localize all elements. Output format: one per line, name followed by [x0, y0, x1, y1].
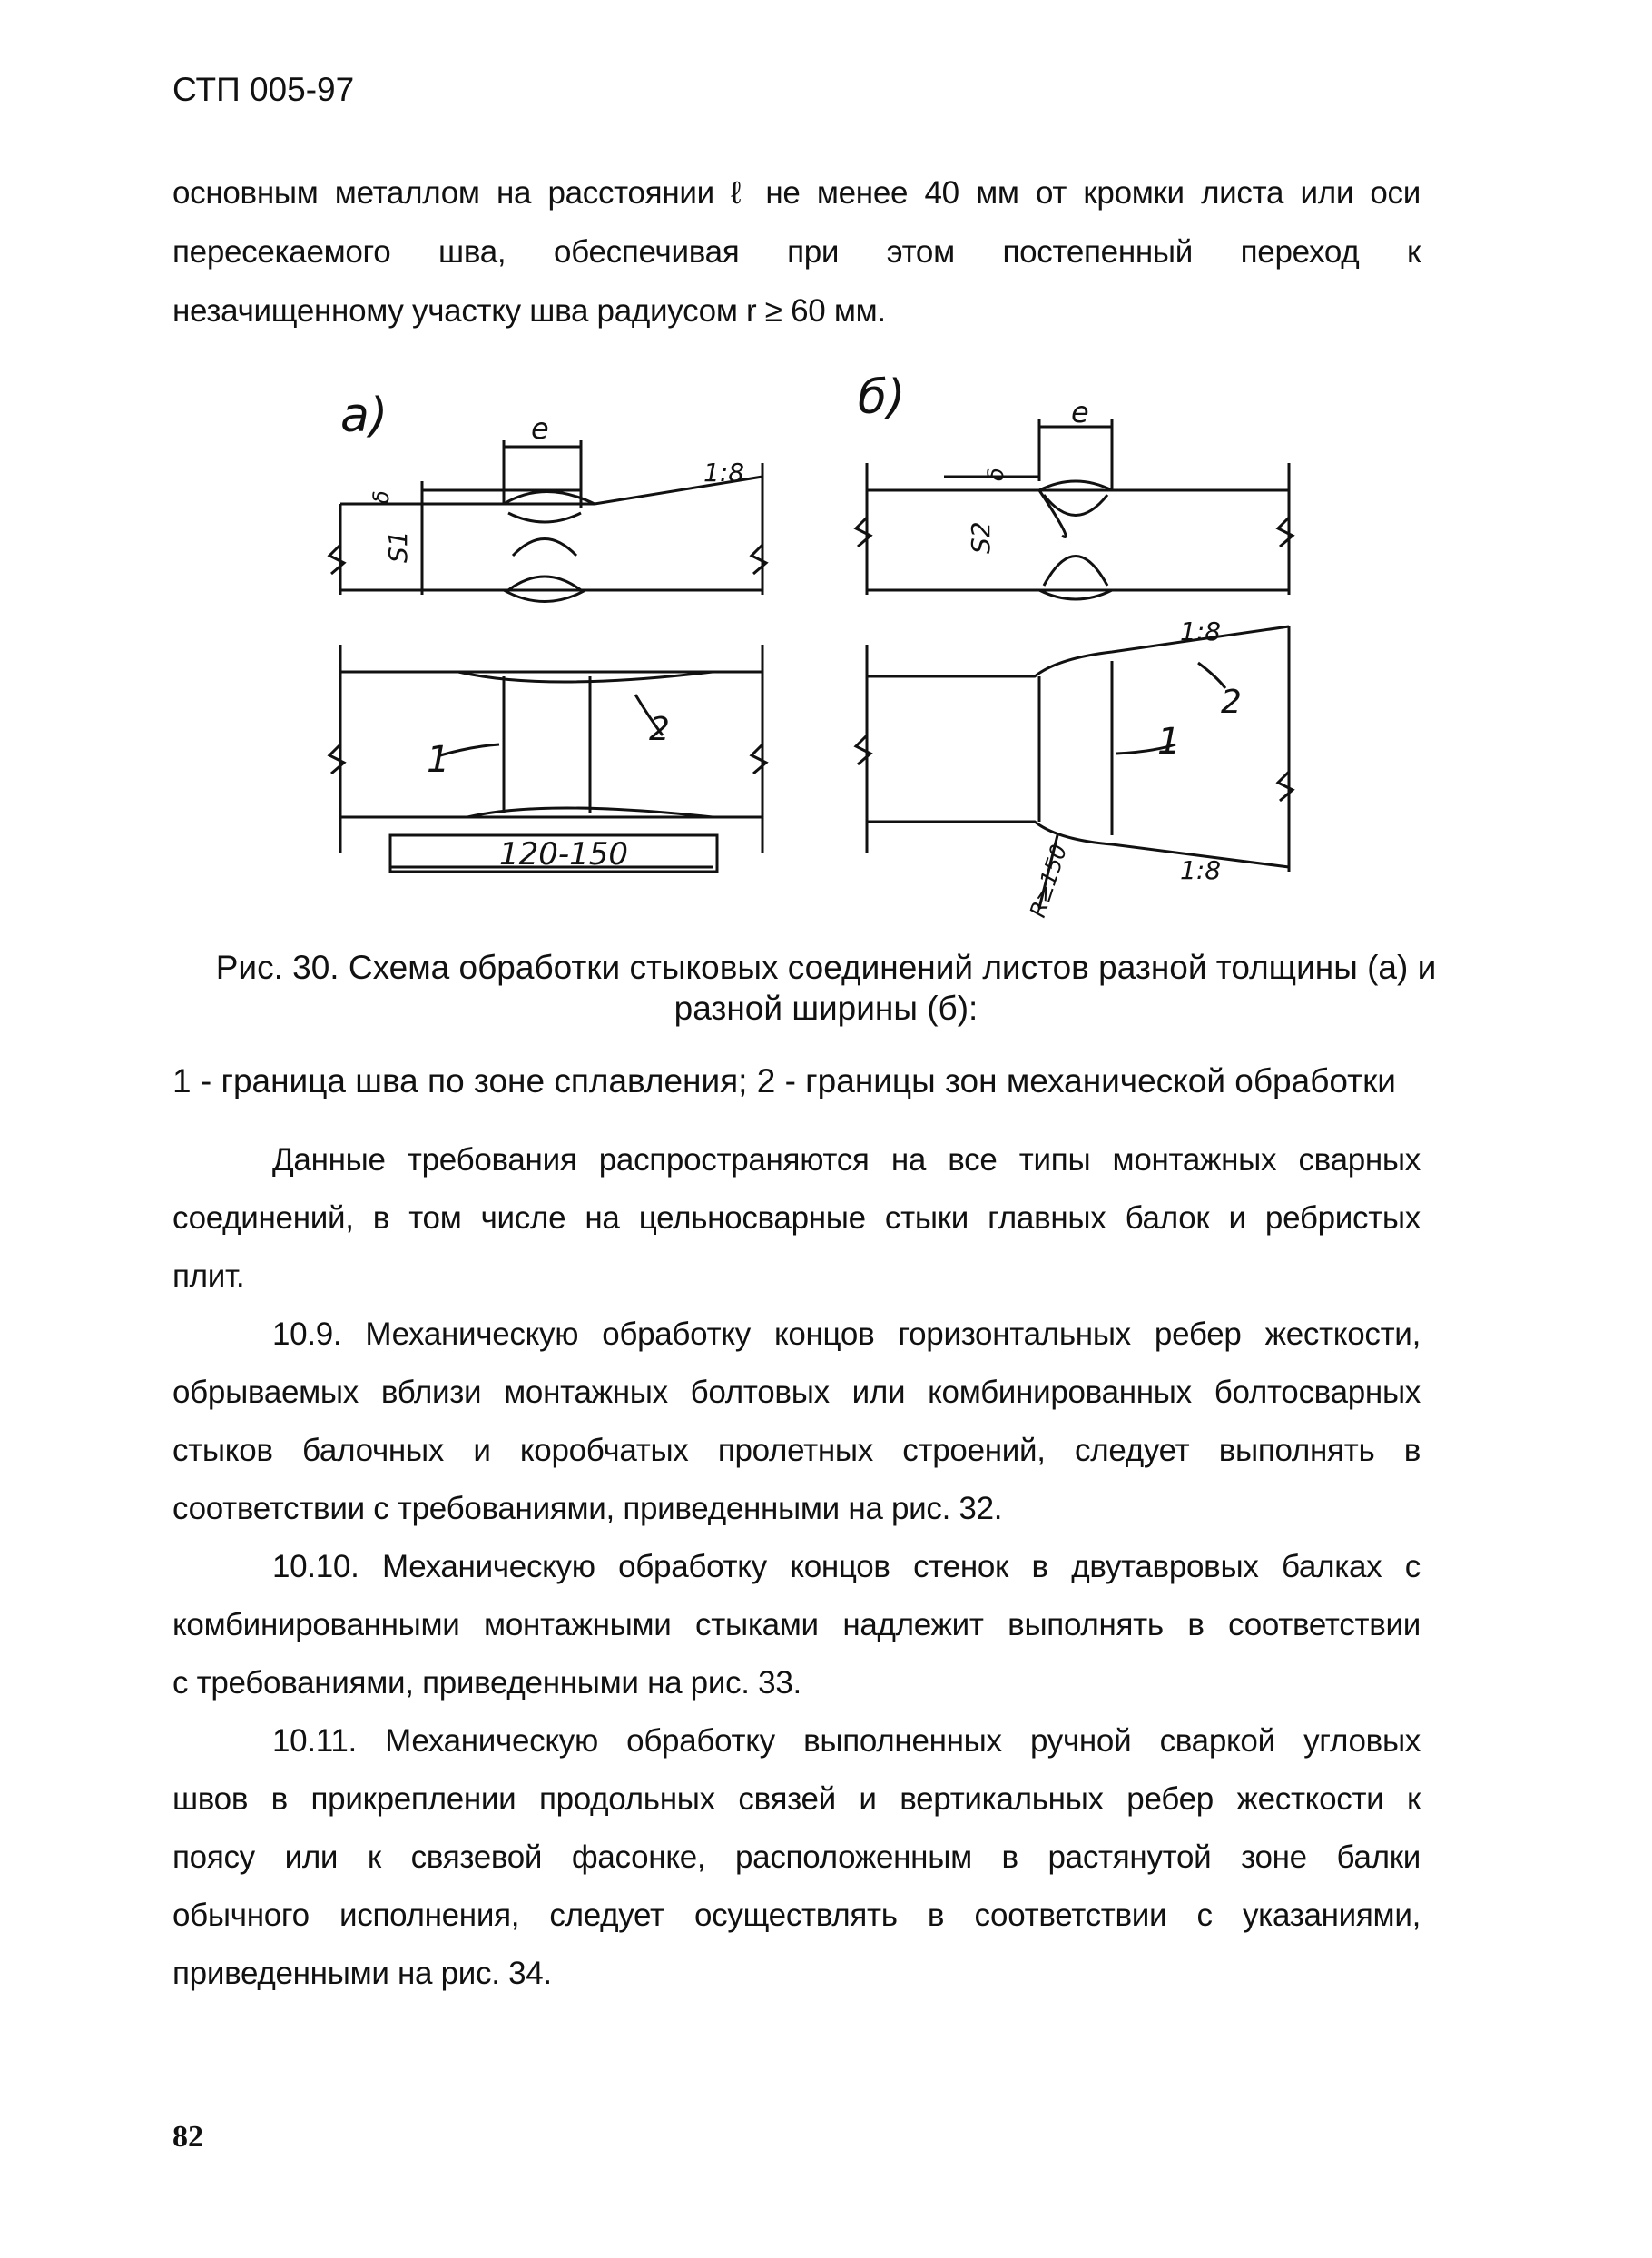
- figure-legend: 1 - граница шва по зоне сплавления; 2 - границы зон механической обработки: [172, 1062, 1396, 1099]
- text-line: комбинированными монтажными стыками надлежит выполнять в соответствии: [172, 1607, 1421, 1642]
- slope-label: 1:8: [1180, 616, 1222, 646]
- slope-label: 1:8: [703, 458, 745, 488]
- panel-a-label: а): [340, 389, 388, 443]
- s2-label: S2: [966, 521, 996, 554]
- text-line: с требованиями, приведенными на рис. 33.: [172, 1665, 801, 1701]
- dim-e-label: e: [531, 411, 549, 446]
- delta-label: δ: [369, 490, 394, 504]
- delta-label: δ: [983, 468, 1008, 481]
- text-line: швов в прикреплении продольных связей и вертикальных ребер жесткости к: [172, 1781, 1421, 1817]
- text-line: соответствии с требованиями, приведенными на рис. 32.: [172, 1491, 1003, 1526]
- s1-label: S1: [383, 530, 413, 563]
- page-number: 82: [172, 2120, 203, 2154]
- figure-caption: разной ширины (б):: [674, 990, 978, 1027]
- text-line: плит.: [172, 1258, 245, 1294]
- document-code: СТП 005-97: [172, 71, 355, 108]
- label-2: 2: [1221, 684, 1242, 721]
- text-line: 10.11. Механическую обработку выполненных ручной сваркой угловых: [272, 1723, 1421, 1759]
- text-line: поясу или к связевой фасонке, расположенным в растянутой зоне балки: [172, 1839, 1421, 1875]
- dim-120-150-label: 120-150: [499, 836, 629, 873]
- panel-a-top-view: [329, 411, 766, 602]
- dim-e-label: e: [1071, 395, 1089, 429]
- label-2: 2: [649, 711, 670, 748]
- text-line: 10.9. Механическую обработку концов горизонтальных ребер жесткости,: [272, 1316, 1421, 1352]
- label-1: 1: [1157, 721, 1181, 763]
- weld-joint-figure: [300, 350, 1352, 931]
- radius-label: R≥150: [1025, 841, 1073, 921]
- text-line: обрываемых вблизи монтажных болтовых или комбинированных болтосварных: [172, 1375, 1421, 1410]
- text-line: приведенными на рис. 34.: [172, 1956, 552, 1991]
- text-line: соединений, в том числе на цельносварные стыки главных балок и ребристых: [172, 1200, 1421, 1236]
- slope-label: 1:8: [1180, 855, 1222, 885]
- panel-a-plan-view: [329, 645, 766, 873]
- text-line: незачищенному участку шва радиусом r ≥ 60 мм.: [172, 293, 886, 329]
- panel-b-label: б): [858, 370, 906, 425]
- text-line: пересекаемого шва, обеспечивая при этом постепенный переход к: [172, 234, 1421, 270]
- text-line: стыков балочных и коробчатых пролетных строений, следует выполнять в: [172, 1433, 1421, 1468]
- text-line: 10.10. Механическую обработку концов стенок в двутавровых балках с: [272, 1549, 1421, 1584]
- panel-b-plan-view: [856, 616, 1293, 921]
- text-line: Данные требования распространяются на все типы монтажных сварных: [272, 1142, 1421, 1178]
- text-line: обычного исполнения, следует осуществлять в соответствии с указаниями,: [172, 1898, 1421, 1933]
- panel-b-top-view: [856, 395, 1293, 599]
- label-1: 1: [427, 739, 450, 781]
- figure-caption: Рис. 30. Схема обработки стыковых соединений листов разной толщины (а) и: [215, 949, 1437, 986]
- text-line: основным металлом на расстоянии ℓ не менее 40 мм от кромки листа или оси: [172, 175, 1421, 211]
